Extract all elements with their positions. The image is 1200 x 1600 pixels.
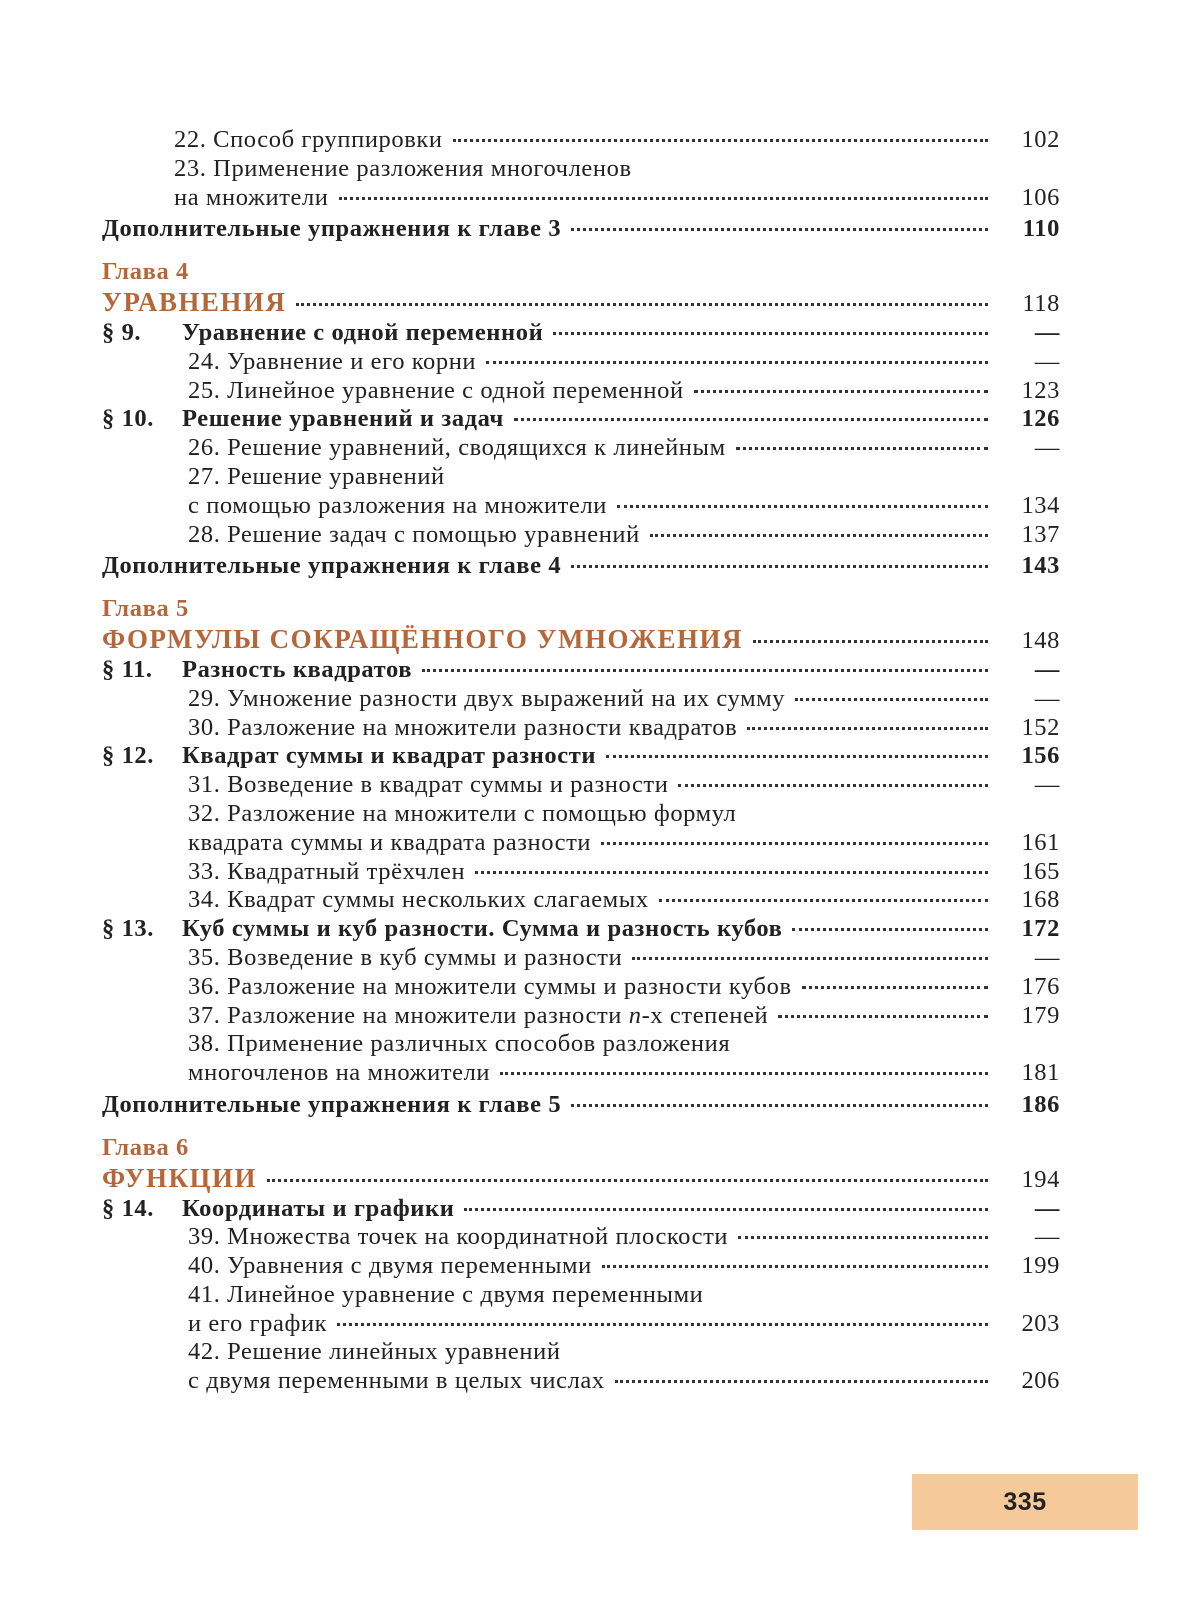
toc-entry-page: 156: [1021, 742, 1060, 770]
toc-entry-label: Дополнительные упражнения к главе 5: [102, 1090, 562, 1118]
chapter-6-title: ФУНКЦИИ 194: [102, 1162, 1060, 1193]
section-mark: § 10.: [102, 405, 154, 433]
toc-entry-page: 176: [1021, 972, 1060, 1000]
toc-entry: [102, 1002, 1060, 1031]
toc-entry: [102, 521, 1060, 550]
toc-entry: [102, 886, 1060, 915]
toc-entry-label: квадрата суммы и квадрата разности: [188, 828, 592, 856]
toc-entry-label: 41. Линейное уравнение с двумя переменными: [188, 1280, 704, 1308]
chapter-5-heading: Глава 5: [102, 595, 189, 623]
toc-entry-page: —: [1034, 684, 1060, 712]
toc-entry-label: 42. Решение линейных уравнений: [188, 1338, 561, 1366]
toc-entry-label: 28. Решение задач с помощью уравнений: [188, 520, 640, 548]
toc-entry-page: 143: [1021, 552, 1060, 580]
toc-entry-label: Куб суммы и куб разности. Сумма и разность кубов: [182, 915, 783, 943]
toc-extra-exercises: [102, 552, 1060, 581]
toc-entry: [102, 771, 1060, 800]
toc-entry-label: 33. Квадратный трёхчлен: [188, 857, 466, 885]
toc-entry-page: —: [1034, 434, 1060, 462]
page-number-badge: [912, 1474, 1138, 1530]
toc-entry-page: —: [1034, 943, 1060, 971]
toc-entry-label: 27. Решение уравнений: [188, 462, 445, 490]
toc-entry-page: 179: [1021, 1001, 1060, 1029]
toc-entry: [102, 973, 1060, 1002]
toc-entry-label: Уравнение с одной переменной: [182, 318, 544, 346]
toc-entry: [102, 1310, 1060, 1339]
toc-entry-label: с двумя переменными в целых числах: [188, 1367, 605, 1395]
toc-entry-page: 126: [1021, 405, 1060, 433]
toc-extra-exercises: [102, 1091, 1060, 1120]
page-number: 335: [1003, 1487, 1047, 1516]
toc-entry: [102, 685, 1060, 714]
toc-entry-label: 40. Уравнения с двумя переменными: [188, 1252, 592, 1280]
toc-entry-page: 181: [1021, 1059, 1060, 1087]
toc-section: [102, 319, 1060, 348]
toc-entry-label: Координаты и графики: [182, 1194, 455, 1222]
toc-entry: [102, 434, 1060, 463]
toc-entry-label: и его график: [188, 1309, 328, 1337]
toc-entry-label: 31. Возведение в квадрат суммы и разности: [188, 771, 669, 799]
toc-entry-label: 38. Применение различных способов разложения: [188, 1030, 731, 1058]
toc-entry: [102, 492, 1060, 521]
section-mark: § 14.: [102, 1194, 154, 1222]
toc-section: [102, 1195, 1060, 1224]
toc-entry-label: 39. Множества точек на координатной плоскости: [188, 1223, 729, 1251]
chapter-4-heading: Глава 4: [102, 258, 189, 286]
toc-entry-label: Разность квадратов: [182, 655, 413, 683]
toc-entry-23-cont: на множители 106: [174, 183, 1060, 211]
toc-entry-page: 172: [1021, 915, 1060, 943]
toc-entry-page: 123: [1021, 376, 1060, 404]
toc-entry-label: многочленов на множители: [188, 1059, 491, 1087]
toc-entry-page: 199: [1021, 1252, 1060, 1280]
toc-entry-page: 203: [1021, 1309, 1060, 1337]
toc-entry-label: 25. Линейное уравнение с одной переменной: [188, 376, 684, 404]
section-mark: § 12.: [102, 742, 154, 770]
toc-section: [102, 742, 1060, 771]
toc-entry-page: 152: [1021, 713, 1060, 741]
toc-entry-label: 26. Решение уравнений, сводящихся к линейным: [188, 434, 726, 462]
toc-entry: [102, 829, 1060, 858]
toc-entry: [102, 1338, 1060, 1367]
toc-entry: [102, 1030, 1060, 1059]
toc-entry-page: —: [1034, 318, 1060, 346]
section-mark: § 13.: [102, 915, 154, 943]
chapter-4-title: УРАВНЕНИЯ 118: [102, 286, 1060, 317]
toc-entry-label: 37. Разложение на множители разности n-х степеней: [188, 1001, 769, 1029]
toc-entry: [102, 1252, 1060, 1281]
toc-entry: [102, 714, 1060, 743]
chapter-5-title: ФОРМУЛЫ СОКРАЩЁННОГО УМНОЖЕНИЯ 148: [102, 623, 1060, 654]
chapter-6-heading: Глава 6: [102, 1133, 189, 1161]
section-mark: § 11.: [102, 655, 153, 683]
toc-entry-page: —: [1034, 771, 1060, 799]
toc-entry-label: Решение уравнений и задач: [182, 405, 504, 433]
toc-entry-page: 161: [1021, 828, 1060, 856]
toc-entry-label: Дополнительные упражнения к главе 4: [102, 552, 562, 580]
toc-entry-page: 165: [1021, 857, 1060, 885]
toc-entry-page: 206: [1021, 1367, 1060, 1395]
toc-entry: [102, 944, 1060, 973]
toc-section: [102, 656, 1060, 685]
toc-entry-label: Квадрат суммы и квадрат разности: [182, 742, 597, 770]
toc-entry-page: —: [1034, 1223, 1060, 1251]
toc-entry-label: 32. Разложение на множители с помощью формул: [188, 799, 737, 827]
table-of-contents: [102, 126, 1060, 1396]
toc-entry-22: 22. Способ группировки 102: [174, 126, 1060, 153]
toc-entry-label: 30. Разложение на множители разности квадратов: [188, 713, 738, 741]
toc-entry-page: 186: [1021, 1090, 1060, 1118]
toc-entry-23: 23. Применение разложения многочленов: [174, 154, 632, 182]
toc-section: [102, 405, 1060, 434]
toc-extra-exercises-ch3: Дополнительные упражнения к главе 3 110: [102, 215, 1060, 243]
toc-entry: [102, 858, 1060, 887]
toc-entry-label: 34. Квадрат суммы нескольких слагаемых: [188, 886, 649, 914]
toc-entry-label: 35. Возведение в куб суммы и разности: [188, 943, 623, 971]
toc-entry-page: —: [1034, 655, 1060, 683]
toc-entry-label: 36. Разложение на множители суммы и разности кубов: [188, 972, 792, 1000]
toc-entry: [102, 1367, 1060, 1396]
toc-entry: [102, 348, 1060, 377]
toc-entry: [102, 1281, 1060, 1310]
toc-entry: [102, 463, 1060, 492]
toc-entry-page: —: [1034, 1194, 1060, 1222]
section-mark: § 9.: [102, 318, 142, 346]
toc-entry-page: 137: [1021, 520, 1060, 548]
toc-entry-label: 24. Уравнение и его корни: [188, 347, 477, 375]
toc-section: [102, 915, 1060, 944]
toc-entry-label: 29. Умножение разности двух выражений на их сумму: [188, 684, 786, 712]
toc-entry-page: 168: [1021, 886, 1060, 914]
toc-entry-page: —: [1034, 347, 1060, 375]
toc-entry: [102, 800, 1060, 829]
toc-entry: [102, 377, 1060, 406]
toc-entry: [102, 1223, 1060, 1252]
toc-entry-label: с помощью разложения на множители: [188, 491, 608, 519]
toc-entry-page: 134: [1021, 491, 1060, 519]
toc-entry: [102, 1059, 1060, 1088]
